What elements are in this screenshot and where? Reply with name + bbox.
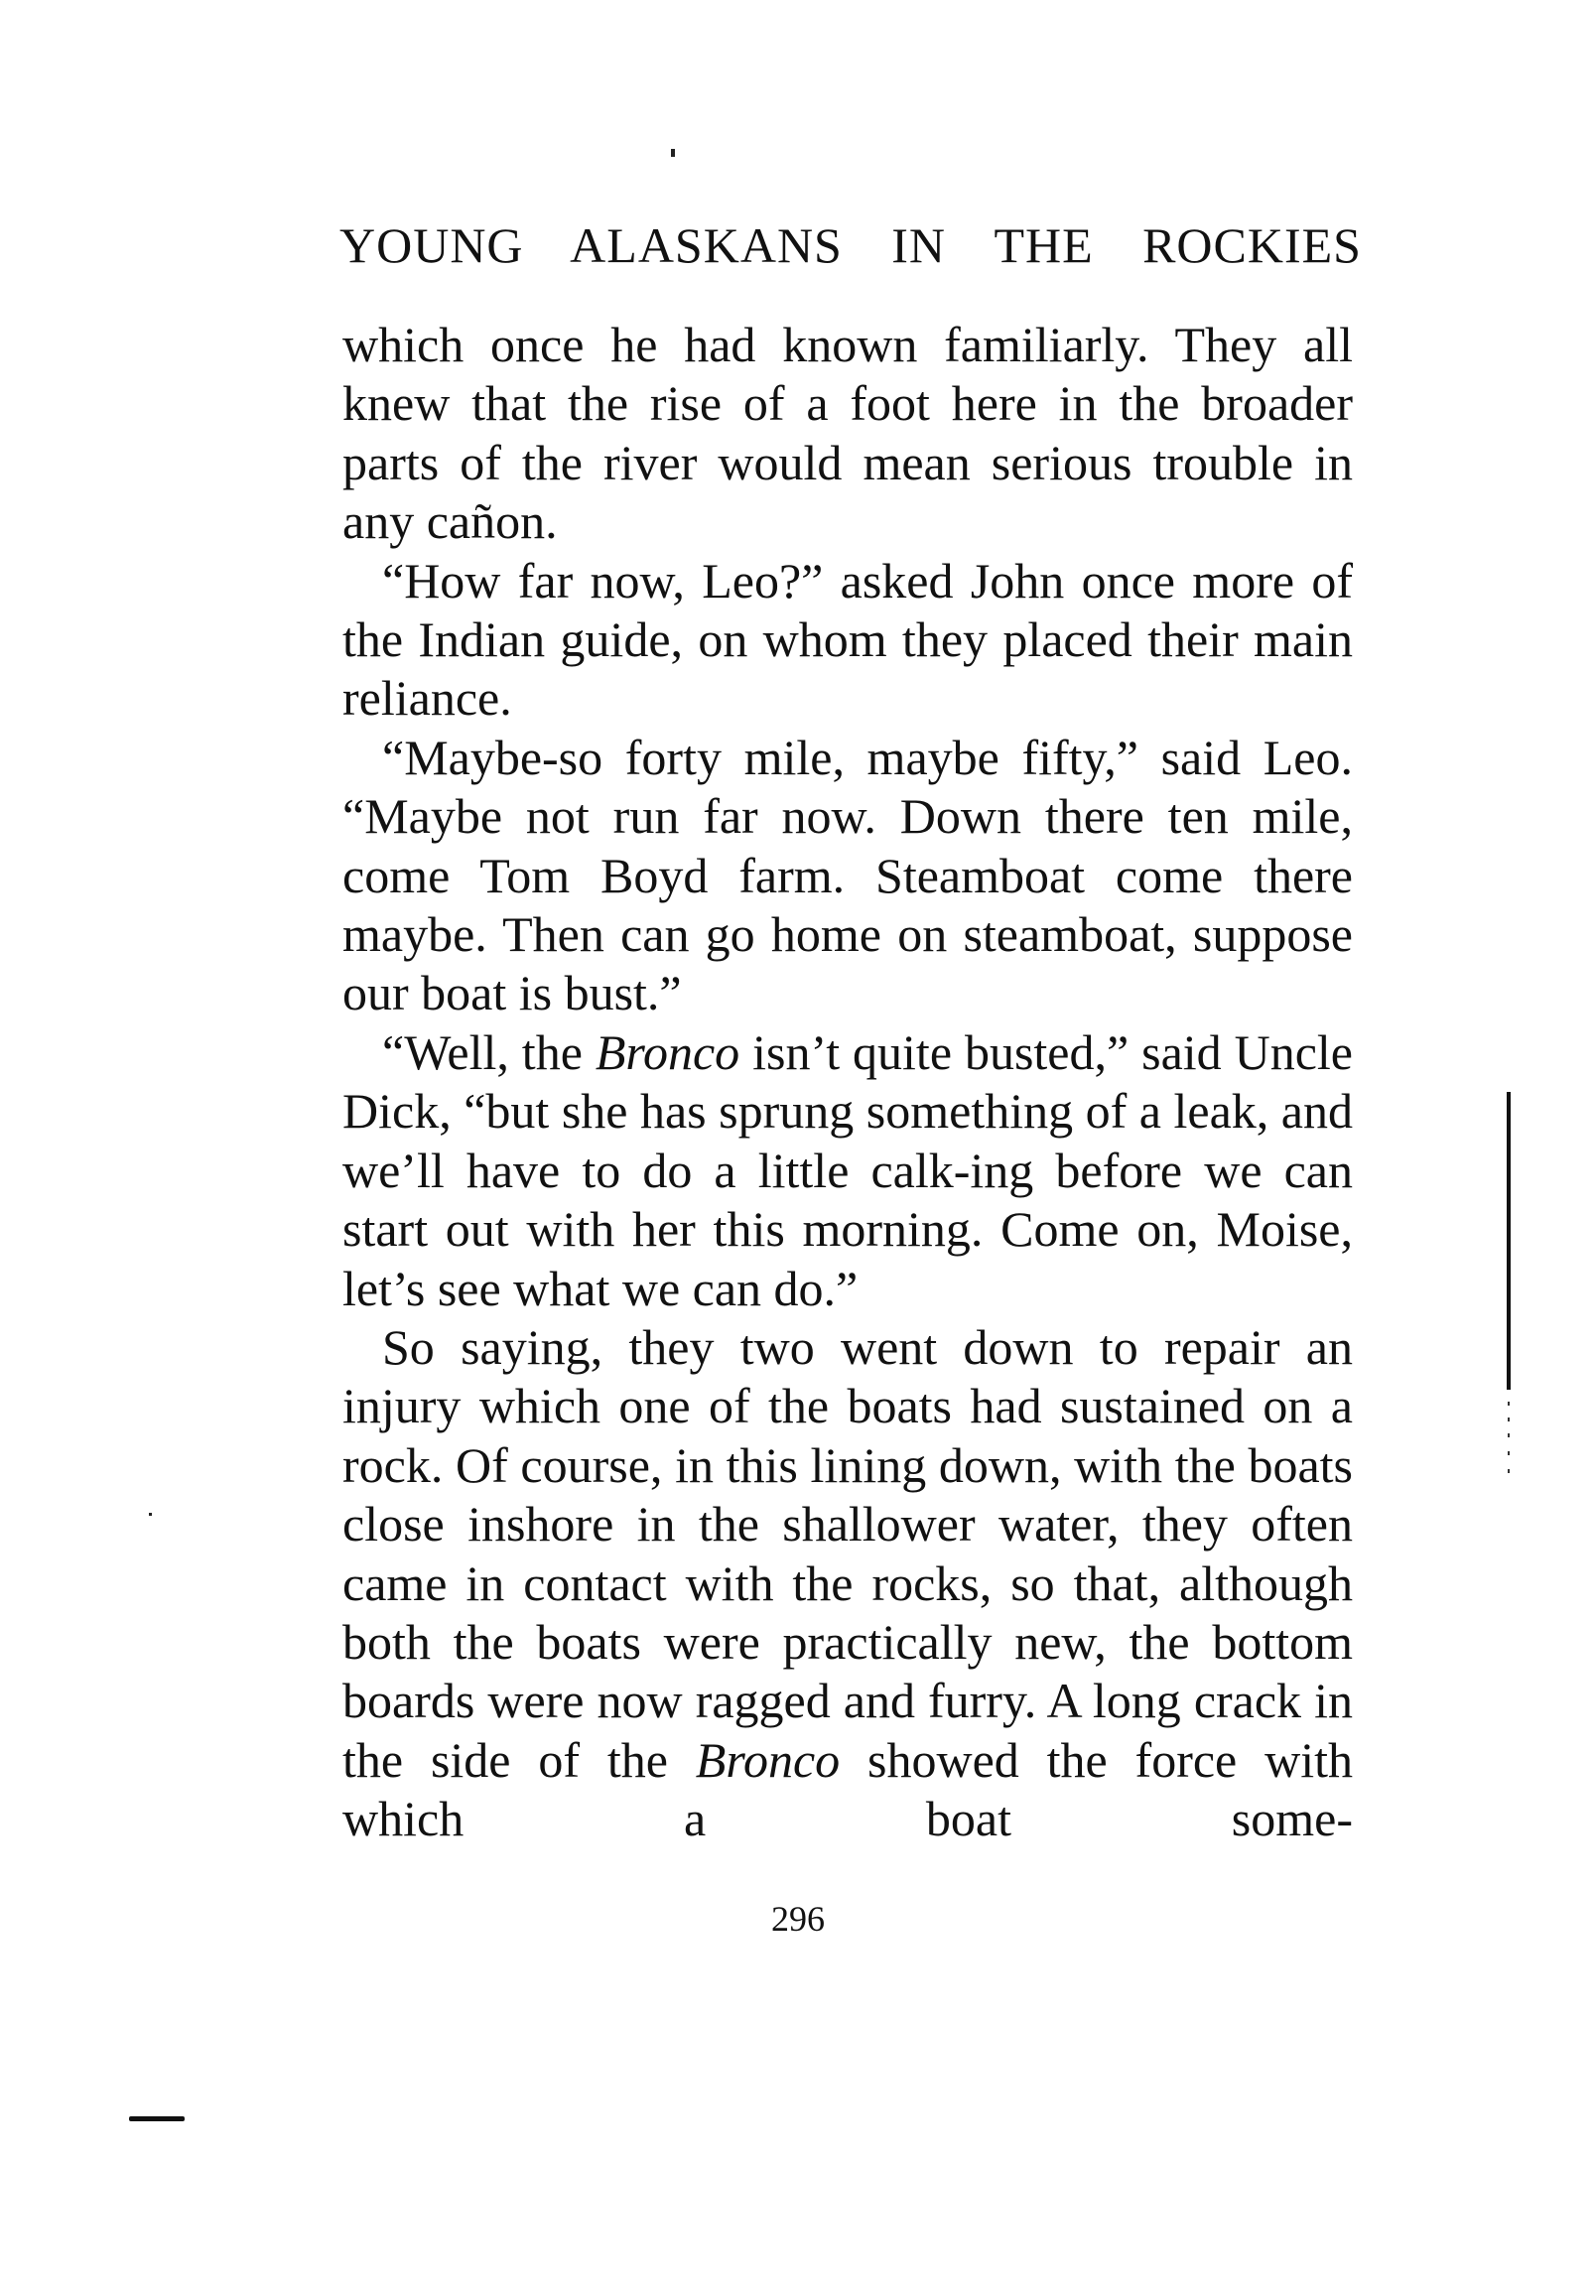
paragraph: [342, 1023, 1353, 1318]
text-run: showed the force with which a boat some-: [342, 1731, 1353, 1847]
text-run: “Well, the: [382, 1023, 596, 1080]
text-run: which once he had known familiarly. They all knew that the rise of a foot here in the broader parts of the river would mean serious trouble in any cañon.: [342, 317, 1353, 550]
text-run: “How far now, Leo?” asked John once more of the Indian guide, on whom they placed their main reliance.: [342, 552, 1353, 727]
scan-mark: [129, 2116, 185, 2121]
paragraph: [342, 552, 1353, 729]
text-run: “Maybe-so forty mile, maybe fifty,” said Leo. “Maybe not run far now. Down there ten mile, come Tom Boyd farm. Steamboat come there maybe. Then can go home on steamboat, suppose our boat is bust.”: [342, 729, 1353, 1021]
margin-dot: [1508, 1451, 1510, 1455]
running-header: YOUNG ALASKANS IN THE ROCKIES: [339, 217, 1362, 273]
italic-text: Bronco: [595, 1023, 740, 1080]
margin-rule: [1507, 1092, 1511, 1390]
print-speck: [671, 149, 675, 157]
text-run: isn’t quite busted,” said Uncle Dick, “but she has sprung something of a leak, and we’ll have to do a little calk-ing before we can start out with her this morning. Come on, Moise, let’s see what we can do.”: [342, 1023, 1353, 1316]
margin-dot: [1508, 1469, 1510, 1473]
page-number: 296: [771, 1899, 825, 1939]
paragraph: [342, 316, 1353, 552]
italic-text: Bronco: [695, 1731, 841, 1788]
body-text: [342, 316, 1353, 1849]
print-speck: [149, 1513, 152, 1516]
margin-dot: [1508, 1402, 1510, 1406]
paragraph: [342, 729, 1353, 1023]
paragraph: [342, 1318, 1353, 1849]
margin-dot: [1508, 1433, 1510, 1437]
margin-dot: [1508, 1418, 1510, 1421]
text-run: So saying, they two went down to repair an injury which one of the boats had sustained on a rock. Of course, in this lining down, with the boats close inshore in the shallower water, they often came in contact with the rocks, so that, although both the boats were practically new, the bottom boards were now ragged and furry. A long crack in the side of the: [342, 1318, 1353, 1788]
